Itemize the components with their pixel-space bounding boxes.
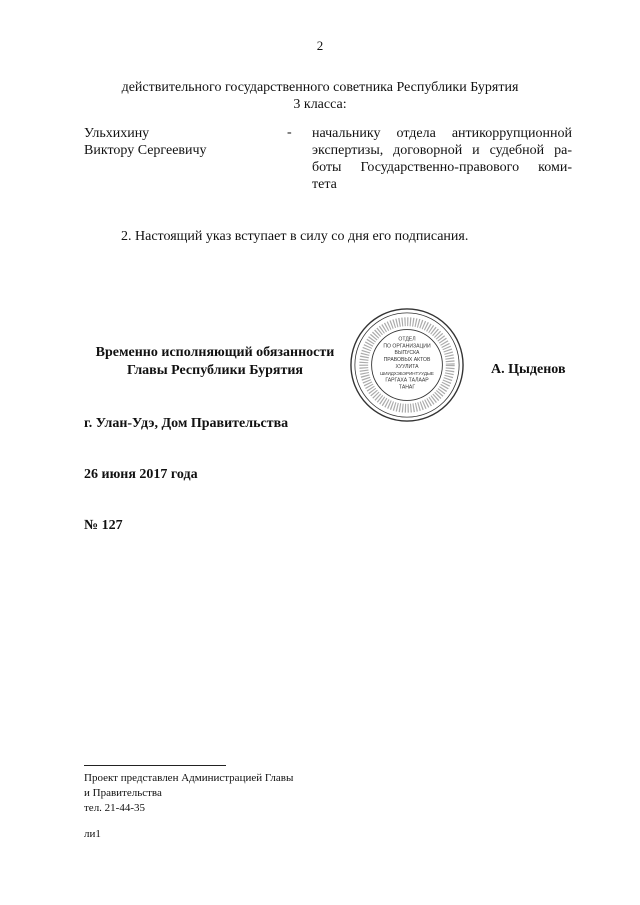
seal-line: ПРАВОВЫХ АКТОВ [383,357,431,364]
signatory-title [84,344,346,380]
issue-place: г. Улан-Удэ, Дом Правительства [84,416,289,431]
footnote-line-2: и Правительства [84,787,162,799]
page-number: 2 [316,38,324,53]
appointee-given-names: Виктору Сергеевичу [84,143,207,158]
footnote-line-1: Проект представлен Администрацией Главы [84,772,294,784]
appointee-dash: - [287,125,292,140]
seal-line: ХУУЛИТА [395,363,419,370]
decree-number: № 127 [84,518,123,533]
official-seal [348,306,466,424]
signatory-title-line-1: Временно исполняющий обязанности [95,345,335,360]
position-line: боты Государственно-правового коми- [312,160,572,175]
seal-line: ВЫПУСКА [394,350,420,357]
issue-date: 26 июня 2017 года [84,467,198,482]
seal-line: ТАНАГ [398,384,416,391]
footnote-line-3: тел. 21-44-35 [84,802,146,814]
seal-line: ОТДЕЛ [398,336,416,343]
seal-line: ГАРГАХА ТАЛААР [385,377,429,384]
position-line: экспертизы, договорной и судебной ра- [312,143,572,158]
rank-heading [0,79,640,113]
appointee-position [312,125,572,193]
appointee-surname: Ульхихину [84,126,150,141]
rank-line-2: 3 класса: [293,97,347,112]
clause-2: 2. Настоящий указ вступает в силу со дня его подписания. [121,229,469,244]
seal-line: ШИИДХЭБЭРИНТУУДЫЕ [380,370,434,376]
position-line: начальнику отдела антикоррупционной [312,126,572,141]
footnote-divider [84,765,226,766]
appointee-name [84,125,207,159]
document-code: ли1 [84,828,101,840]
rank-line-1: действительного государственного советника Республики Бурятия [121,80,519,95]
seal-line: ПО ОРГАНИЗАЦИИ [383,343,431,350]
position-line: тета [312,177,337,192]
footnote [84,771,293,816]
signatory-title-line-2: Главы Республики Бурятия [126,363,303,378]
signatory-name: А. Цыденов [491,362,566,377]
